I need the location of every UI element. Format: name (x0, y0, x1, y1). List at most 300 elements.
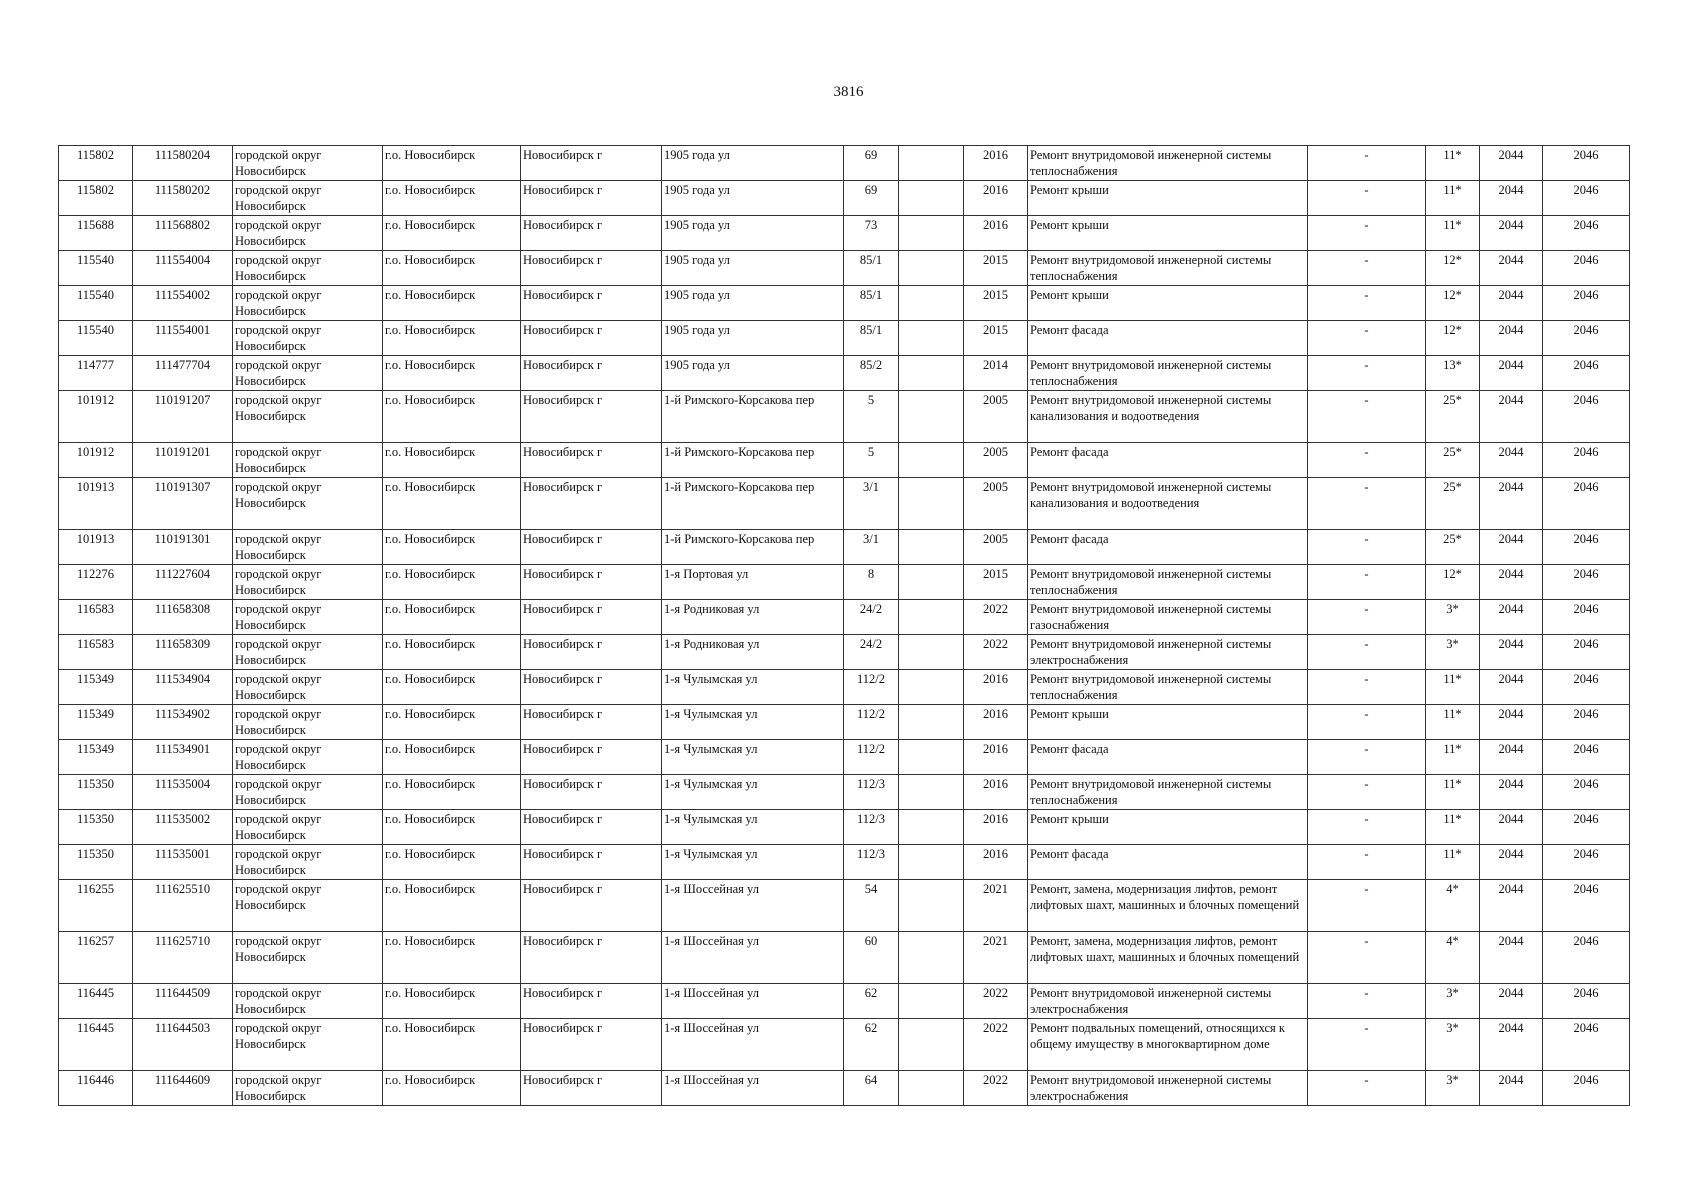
cell-settlement: Новосибирск г (521, 286, 662, 321)
cell-street: 1-й Римского-Корсакова пер (662, 443, 844, 478)
table-row (59, 443, 1630, 478)
cell-work-code: 111535004 (133, 775, 233, 810)
cell-district: городской округ Новосибирск (233, 356, 383, 391)
cell-building (899, 216, 964, 251)
cell-cost: - (1308, 530, 1426, 565)
cell-municipality: г.о. Новосибирск (383, 565, 521, 600)
cell-municipality: г.о. Новосибирск (383, 1071, 521, 1106)
registry-body (59, 146, 1630, 1106)
cell-year-from: 2044 (1480, 932, 1543, 984)
cell-year: 2022 (964, 1071, 1028, 1106)
cell-street: 1905 года ул (662, 286, 844, 321)
cell-year-to: 2046 (1543, 443, 1630, 478)
cell-work-code: 111644503 (133, 1019, 233, 1071)
table-row (59, 321, 1630, 356)
cell-building (899, 321, 964, 356)
cell-work-code: 111477704 (133, 356, 233, 391)
cell-work-code: 111580202 (133, 181, 233, 216)
cell-year-to: 2046 (1543, 216, 1630, 251)
cell-house: 112/2 (844, 740, 899, 775)
table-row (59, 740, 1630, 775)
cell-house: 3/1 (844, 530, 899, 565)
cell-work-type: Ремонт крыши (1028, 286, 1308, 321)
cell-year: 2014 (964, 356, 1028, 391)
cell-street: 1-я Чулымская ул (662, 740, 844, 775)
table-row (59, 845, 1630, 880)
cell-year: 2016 (964, 216, 1028, 251)
cell-work-code: 111658309 (133, 635, 233, 670)
cell-year-from: 2044 (1480, 810, 1543, 845)
cell-year-from: 2044 (1480, 1071, 1543, 1106)
cell-year: 2016 (964, 740, 1028, 775)
cell-district: городской округ Новосибирск (233, 286, 383, 321)
cell-year-from: 2044 (1480, 530, 1543, 565)
cell-cost: - (1308, 670, 1426, 705)
cell-year: 2015 (964, 565, 1028, 600)
cell-year-to: 2046 (1543, 146, 1630, 181)
cell-house: 85/1 (844, 251, 899, 286)
cell-object-id: 114777 (59, 356, 133, 391)
table-row (59, 181, 1630, 216)
cell-wear: 11* (1426, 216, 1480, 251)
cell-wear: 25* (1426, 391, 1480, 443)
cell-year-to: 2046 (1543, 880, 1630, 932)
cell-object-id: 116445 (59, 984, 133, 1019)
table-row (59, 775, 1630, 810)
cell-municipality: г.о. Новосибирск (383, 391, 521, 443)
cell-building (899, 932, 964, 984)
cell-cost: - (1308, 705, 1426, 740)
cell-work-code: 111554001 (133, 321, 233, 356)
cell-year-from: 2044 (1480, 216, 1543, 251)
cell-building (899, 810, 964, 845)
cell-municipality: г.о. Новосибирск (383, 530, 521, 565)
cell-district: городской округ Новосибирск (233, 635, 383, 670)
cell-year: 2021 (964, 932, 1028, 984)
cell-settlement: Новосибирск г (521, 740, 662, 775)
cell-settlement: Новосибирск г (521, 216, 662, 251)
cell-cost: - (1308, 1019, 1426, 1071)
cell-cost: - (1308, 932, 1426, 984)
table-row (59, 391, 1630, 443)
cell-work-type: Ремонт внутридомовой инженерной системы теплоснабжения (1028, 356, 1308, 391)
cell-wear: 25* (1426, 530, 1480, 565)
cell-settlement: Новосибирск г (521, 845, 662, 880)
cell-wear: 4* (1426, 880, 1480, 932)
cell-work-code: 111554002 (133, 286, 233, 321)
cell-year-from: 2044 (1480, 251, 1543, 286)
cell-work-code: 111534901 (133, 740, 233, 775)
cell-building (899, 565, 964, 600)
cell-year-to: 2046 (1543, 635, 1630, 670)
cell-municipality: г.о. Новосибирск (383, 146, 521, 181)
cell-street: 1905 года ул (662, 216, 844, 251)
cell-year: 2015 (964, 251, 1028, 286)
cell-year: 2016 (964, 146, 1028, 181)
cell-year-from: 2044 (1480, 391, 1543, 443)
cell-work-code: 111658308 (133, 600, 233, 635)
cell-wear: 13* (1426, 356, 1480, 391)
cell-work-code: 111580204 (133, 146, 233, 181)
cell-cost: - (1308, 443, 1426, 478)
cell-municipality: г.о. Новосибирск (383, 321, 521, 356)
cell-district: городской округ Новосибирск (233, 810, 383, 845)
cell-work-type: Ремонт внутридомовой инженерной системы теплоснабжения (1028, 565, 1308, 600)
cell-house: 112/3 (844, 775, 899, 810)
cell-year: 2021 (964, 880, 1028, 932)
cell-work-code: 111535002 (133, 810, 233, 845)
cell-wear: 3* (1426, 1071, 1480, 1106)
cell-building (899, 1071, 964, 1106)
cell-year-to: 2046 (1543, 286, 1630, 321)
cell-work-type: Ремонт фасада (1028, 845, 1308, 880)
cell-house: 54 (844, 880, 899, 932)
cell-street: 1-я Шоссейная ул (662, 932, 844, 984)
cell-year-from: 2044 (1480, 740, 1543, 775)
cell-work-type: Ремонт внутридомовой инженерной системы электроснабжения (1028, 635, 1308, 670)
cell-year-to: 2046 (1543, 932, 1630, 984)
cell-municipality: г.о. Новосибирск (383, 356, 521, 391)
cell-building (899, 600, 964, 635)
cell-house: 112/2 (844, 670, 899, 705)
cell-object-id: 116445 (59, 1019, 133, 1071)
cell-work-type: Ремонт внутридомовой инженерной системы электроснабжения (1028, 1071, 1308, 1106)
cell-municipality: г.о. Новосибирск (383, 251, 521, 286)
cell-work-type: Ремонт внутридомовой инженерной системы электроснабжения (1028, 984, 1308, 1019)
cell-settlement: Новосибирск г (521, 670, 662, 705)
cell-object-id: 115540 (59, 321, 133, 356)
cell-work-type: Ремонт внутридомовой инженерной системы канализования и водоотведения (1028, 391, 1308, 443)
table-row (59, 146, 1630, 181)
cell-wear: 25* (1426, 443, 1480, 478)
cell-cost: - (1308, 565, 1426, 600)
cell-wear: 3* (1426, 600, 1480, 635)
cell-house: 24/2 (844, 635, 899, 670)
cell-settlement: Новосибирск г (521, 565, 662, 600)
cell-house: 69 (844, 181, 899, 216)
cell-year-from: 2044 (1480, 984, 1543, 1019)
cell-year-to: 2046 (1543, 740, 1630, 775)
cell-object-id: 115802 (59, 181, 133, 216)
cell-street: 1-й Римского-Корсакова пер (662, 530, 844, 565)
cell-object-id: 101912 (59, 443, 133, 478)
cell-wear: 3* (1426, 1019, 1480, 1071)
cell-building (899, 530, 964, 565)
cell-settlement: Новосибирск г (521, 181, 662, 216)
cell-settlement: Новосибирск г (521, 600, 662, 635)
cell-work-code: 110191201 (133, 443, 233, 478)
cell-object-id: 116257 (59, 932, 133, 984)
cell-house: 69 (844, 146, 899, 181)
table-row (59, 984, 1630, 1019)
cell-house: 24/2 (844, 600, 899, 635)
cell-street: 1-я Чулымская ул (662, 810, 844, 845)
cell-street: 1-я Чулымская ул (662, 845, 844, 880)
cell-building (899, 880, 964, 932)
cell-object-id: 115540 (59, 286, 133, 321)
table-row (59, 932, 1630, 984)
cell-year: 2022 (964, 1019, 1028, 1071)
cell-work-type: Ремонт подвальных помещений, относящихся к общему имуществу в многоквартирном доме (1028, 1019, 1308, 1071)
cell-district: городской округ Новосибирск (233, 740, 383, 775)
table-row (59, 635, 1630, 670)
table-row (59, 216, 1630, 251)
cell-street: 1-я Шоссейная ул (662, 984, 844, 1019)
cell-settlement: Новосибирск г (521, 478, 662, 530)
cell-work-code: 110191301 (133, 530, 233, 565)
cell-settlement: Новосибирск г (521, 932, 662, 984)
cell-wear: 3* (1426, 635, 1480, 670)
cell-settlement: Новосибирск г (521, 1019, 662, 1071)
cell-street: 1-я Шоссейная ул (662, 880, 844, 932)
cell-municipality: г.о. Новосибирск (383, 810, 521, 845)
cell-municipality: г.о. Новосибирск (383, 775, 521, 810)
cell-house: 62 (844, 984, 899, 1019)
cell-work-code: 110191307 (133, 478, 233, 530)
cell-object-id: 116255 (59, 880, 133, 932)
cell-year: 2015 (964, 321, 1028, 356)
table-row (59, 1019, 1630, 1071)
cell-work-type: Ремонт, замена, модернизация лифтов, ремонт лифтовых шахт, машинных и блочных помещений (1028, 880, 1308, 932)
cell-year-to: 2046 (1543, 1019, 1630, 1071)
cell-cost: - (1308, 845, 1426, 880)
cell-cost: - (1308, 356, 1426, 391)
cell-work-type: Ремонт крыши (1028, 181, 1308, 216)
cell-street: 1-я Родниковая ул (662, 600, 844, 635)
cell-district: городской округ Новосибирск (233, 845, 383, 880)
cell-building (899, 181, 964, 216)
cell-year-to: 2046 (1543, 565, 1630, 600)
cell-year-from: 2044 (1480, 181, 1543, 216)
table-row (59, 600, 1630, 635)
cell-wear: 11* (1426, 670, 1480, 705)
cell-municipality: г.о. Новосибирск (383, 635, 521, 670)
cell-year-from: 2044 (1480, 845, 1543, 880)
cell-municipality: г.о. Новосибирск (383, 670, 521, 705)
cell-house: 62 (844, 1019, 899, 1071)
cell-object-id: 115349 (59, 705, 133, 740)
cell-street: 1905 года ул (662, 181, 844, 216)
cell-district: городской округ Новосибирск (233, 391, 383, 443)
cell-cost: - (1308, 810, 1426, 845)
cell-cost: - (1308, 286, 1426, 321)
cell-street: 1905 года ул (662, 321, 844, 356)
cell-object-id: 116583 (59, 600, 133, 635)
cell-object-id: 115349 (59, 670, 133, 705)
registry-table (58, 145, 1630, 1106)
cell-house: 112/2 (844, 705, 899, 740)
cell-district: городской округ Новосибирск (233, 984, 383, 1019)
cell-year-to: 2046 (1543, 1071, 1630, 1106)
cell-year-to: 2046 (1543, 181, 1630, 216)
table-row (59, 251, 1630, 286)
cell-building (899, 251, 964, 286)
cell-year-to: 2046 (1543, 810, 1630, 845)
cell-object-id: 101913 (59, 478, 133, 530)
cell-year: 2022 (964, 984, 1028, 1019)
cell-year: 2016 (964, 845, 1028, 880)
cell-settlement: Новосибирск г (521, 146, 662, 181)
cell-building (899, 443, 964, 478)
cell-work-code: 111644509 (133, 984, 233, 1019)
cell-cost: - (1308, 391, 1426, 443)
cell-year: 2022 (964, 600, 1028, 635)
cell-cost: - (1308, 251, 1426, 286)
cell-object-id: 112276 (59, 565, 133, 600)
cell-work-code: 111554004 (133, 251, 233, 286)
cell-year-from: 2044 (1480, 775, 1543, 810)
cell-work-type: Ремонт внутридомовой инженерной системы теплоснабжения (1028, 670, 1308, 705)
cell-work-type: Ремонт крыши (1028, 705, 1308, 740)
cell-year: 2016 (964, 775, 1028, 810)
cell-building (899, 670, 964, 705)
cell-cost: - (1308, 984, 1426, 1019)
cell-work-type: Ремонт внутридомовой инженерной системы теплоснабжения (1028, 146, 1308, 181)
cell-work-code: 111534902 (133, 705, 233, 740)
cell-work-type: Ремонт крыши (1028, 216, 1308, 251)
cell-house: 5 (844, 443, 899, 478)
cell-municipality: г.о. Новосибирск (383, 1019, 521, 1071)
cell-year-to: 2046 (1543, 705, 1630, 740)
cell-cost: - (1308, 635, 1426, 670)
cell-municipality: г.о. Новосибирск (383, 984, 521, 1019)
cell-year-to: 2046 (1543, 775, 1630, 810)
cell-wear: 12* (1426, 286, 1480, 321)
cell-year-to: 2046 (1543, 670, 1630, 705)
cell-year-to: 2046 (1543, 600, 1630, 635)
cell-year-from: 2044 (1480, 600, 1543, 635)
cell-year-from: 2044 (1480, 880, 1543, 932)
cell-wear: 12* (1426, 321, 1480, 356)
cell-district: городской округ Новосибирск (233, 705, 383, 740)
cell-house: 112/3 (844, 810, 899, 845)
cell-work-type: Ремонт фасада (1028, 443, 1308, 478)
cell-year-from: 2044 (1480, 565, 1543, 600)
table-row (59, 670, 1630, 705)
cell-building (899, 286, 964, 321)
cell-cost: - (1308, 181, 1426, 216)
cell-work-type: Ремонт фасада (1028, 740, 1308, 775)
page-number: 3816 (833, 84, 864, 100)
cell-street: 1-я Шоссейная ул (662, 1019, 844, 1071)
cell-year-to: 2046 (1543, 356, 1630, 391)
cell-year: 2016 (964, 670, 1028, 705)
cell-work-type: Ремонт фасада (1028, 530, 1308, 565)
cell-year: 2005 (964, 443, 1028, 478)
cell-municipality: г.о. Новосибирск (383, 478, 521, 530)
cell-street: 1905 года ул (662, 146, 844, 181)
cell-district: городской округ Новосибирск (233, 181, 383, 216)
cell-settlement: Новосибирск г (521, 1071, 662, 1106)
cell-district: городской округ Новосибирск (233, 932, 383, 984)
cell-house: 8 (844, 565, 899, 600)
cell-street: 1-я Чулымская ул (662, 705, 844, 740)
cell-year-to: 2046 (1543, 321, 1630, 356)
cell-district: городской округ Новосибирск (233, 775, 383, 810)
cell-work-code: 111535001 (133, 845, 233, 880)
cell-wear: 11* (1426, 705, 1480, 740)
cell-street: 1905 года ул (662, 251, 844, 286)
cell-object-id: 101913 (59, 530, 133, 565)
table-row (59, 286, 1630, 321)
cell-settlement: Новосибирск г (521, 775, 662, 810)
cell-work-code: 110191207 (133, 391, 233, 443)
cell-cost: - (1308, 600, 1426, 635)
cell-street: 1-й Римского-Корсакова пер (662, 391, 844, 443)
cell-house: 64 (844, 1071, 899, 1106)
cell-house: 85/1 (844, 321, 899, 356)
cell-building (899, 356, 964, 391)
cell-house: 3/1 (844, 478, 899, 530)
cell-year-to: 2046 (1543, 478, 1630, 530)
cell-year: 2016 (964, 810, 1028, 845)
table-row (59, 880, 1630, 932)
cell-year-from: 2044 (1480, 286, 1543, 321)
cell-settlement: Новосибирск г (521, 356, 662, 391)
cell-year: 2005 (964, 391, 1028, 443)
cell-work-code: 111644609 (133, 1071, 233, 1106)
cell-year-to: 2046 (1543, 530, 1630, 565)
table-row (59, 810, 1630, 845)
cell-work-type: Ремонт внутридомовой инженерной системы газоснабжения (1028, 600, 1308, 635)
cell-building (899, 391, 964, 443)
cell-year: 2005 (964, 478, 1028, 530)
cell-district: городской округ Новосибирск (233, 565, 383, 600)
cell-municipality: г.о. Новосибирск (383, 932, 521, 984)
cell-work-code: 111568802 (133, 216, 233, 251)
cell-settlement: Новосибирск г (521, 391, 662, 443)
cell-cost: - (1308, 146, 1426, 181)
cell-object-id: 115802 (59, 146, 133, 181)
cell-year: 2016 (964, 181, 1028, 216)
cell-street: 1905 года ул (662, 356, 844, 391)
cell-district: городской округ Новосибирск (233, 1071, 383, 1106)
cell-settlement: Новосибирск г (521, 251, 662, 286)
cell-district: городской округ Новосибирск (233, 251, 383, 286)
cell-street: 1-я Чулымская ул (662, 670, 844, 705)
cell-work-code: 111227604 (133, 565, 233, 600)
cell-house: 85/2 (844, 356, 899, 391)
cell-cost: - (1308, 740, 1426, 775)
cell-street: 1-я Шоссейная ул (662, 1071, 844, 1106)
cell-object-id: 101912 (59, 391, 133, 443)
cell-district: городской округ Новосибирск (233, 600, 383, 635)
cell-street: 1-я Чулымская ул (662, 775, 844, 810)
cell-street: 1-й Римского-Корсакова пер (662, 478, 844, 530)
cell-building (899, 146, 964, 181)
cell-wear: 3* (1426, 984, 1480, 1019)
cell-year-to: 2046 (1543, 984, 1630, 1019)
cell-municipality: г.о. Новосибирск (383, 216, 521, 251)
cell-house: 85/1 (844, 286, 899, 321)
cell-object-id: 115688 (59, 216, 133, 251)
cell-object-id: 115350 (59, 845, 133, 880)
cell-work-type: Ремонт фасада (1028, 321, 1308, 356)
cell-district: городской округ Новосибирск (233, 1019, 383, 1071)
cell-wear: 12* (1426, 565, 1480, 600)
cell-wear: 11* (1426, 775, 1480, 810)
cell-year: 2022 (964, 635, 1028, 670)
cell-year-from: 2044 (1480, 356, 1543, 391)
cell-wear: 11* (1426, 146, 1480, 181)
cell-year-from: 2044 (1480, 1019, 1543, 1071)
cell-settlement: Новосибирск г (521, 443, 662, 478)
table-row (59, 705, 1630, 740)
table-row (59, 565, 1630, 600)
cell-district: городской округ Новосибирск (233, 216, 383, 251)
table-row (59, 1071, 1630, 1106)
cell-work-code: 111625510 (133, 880, 233, 932)
